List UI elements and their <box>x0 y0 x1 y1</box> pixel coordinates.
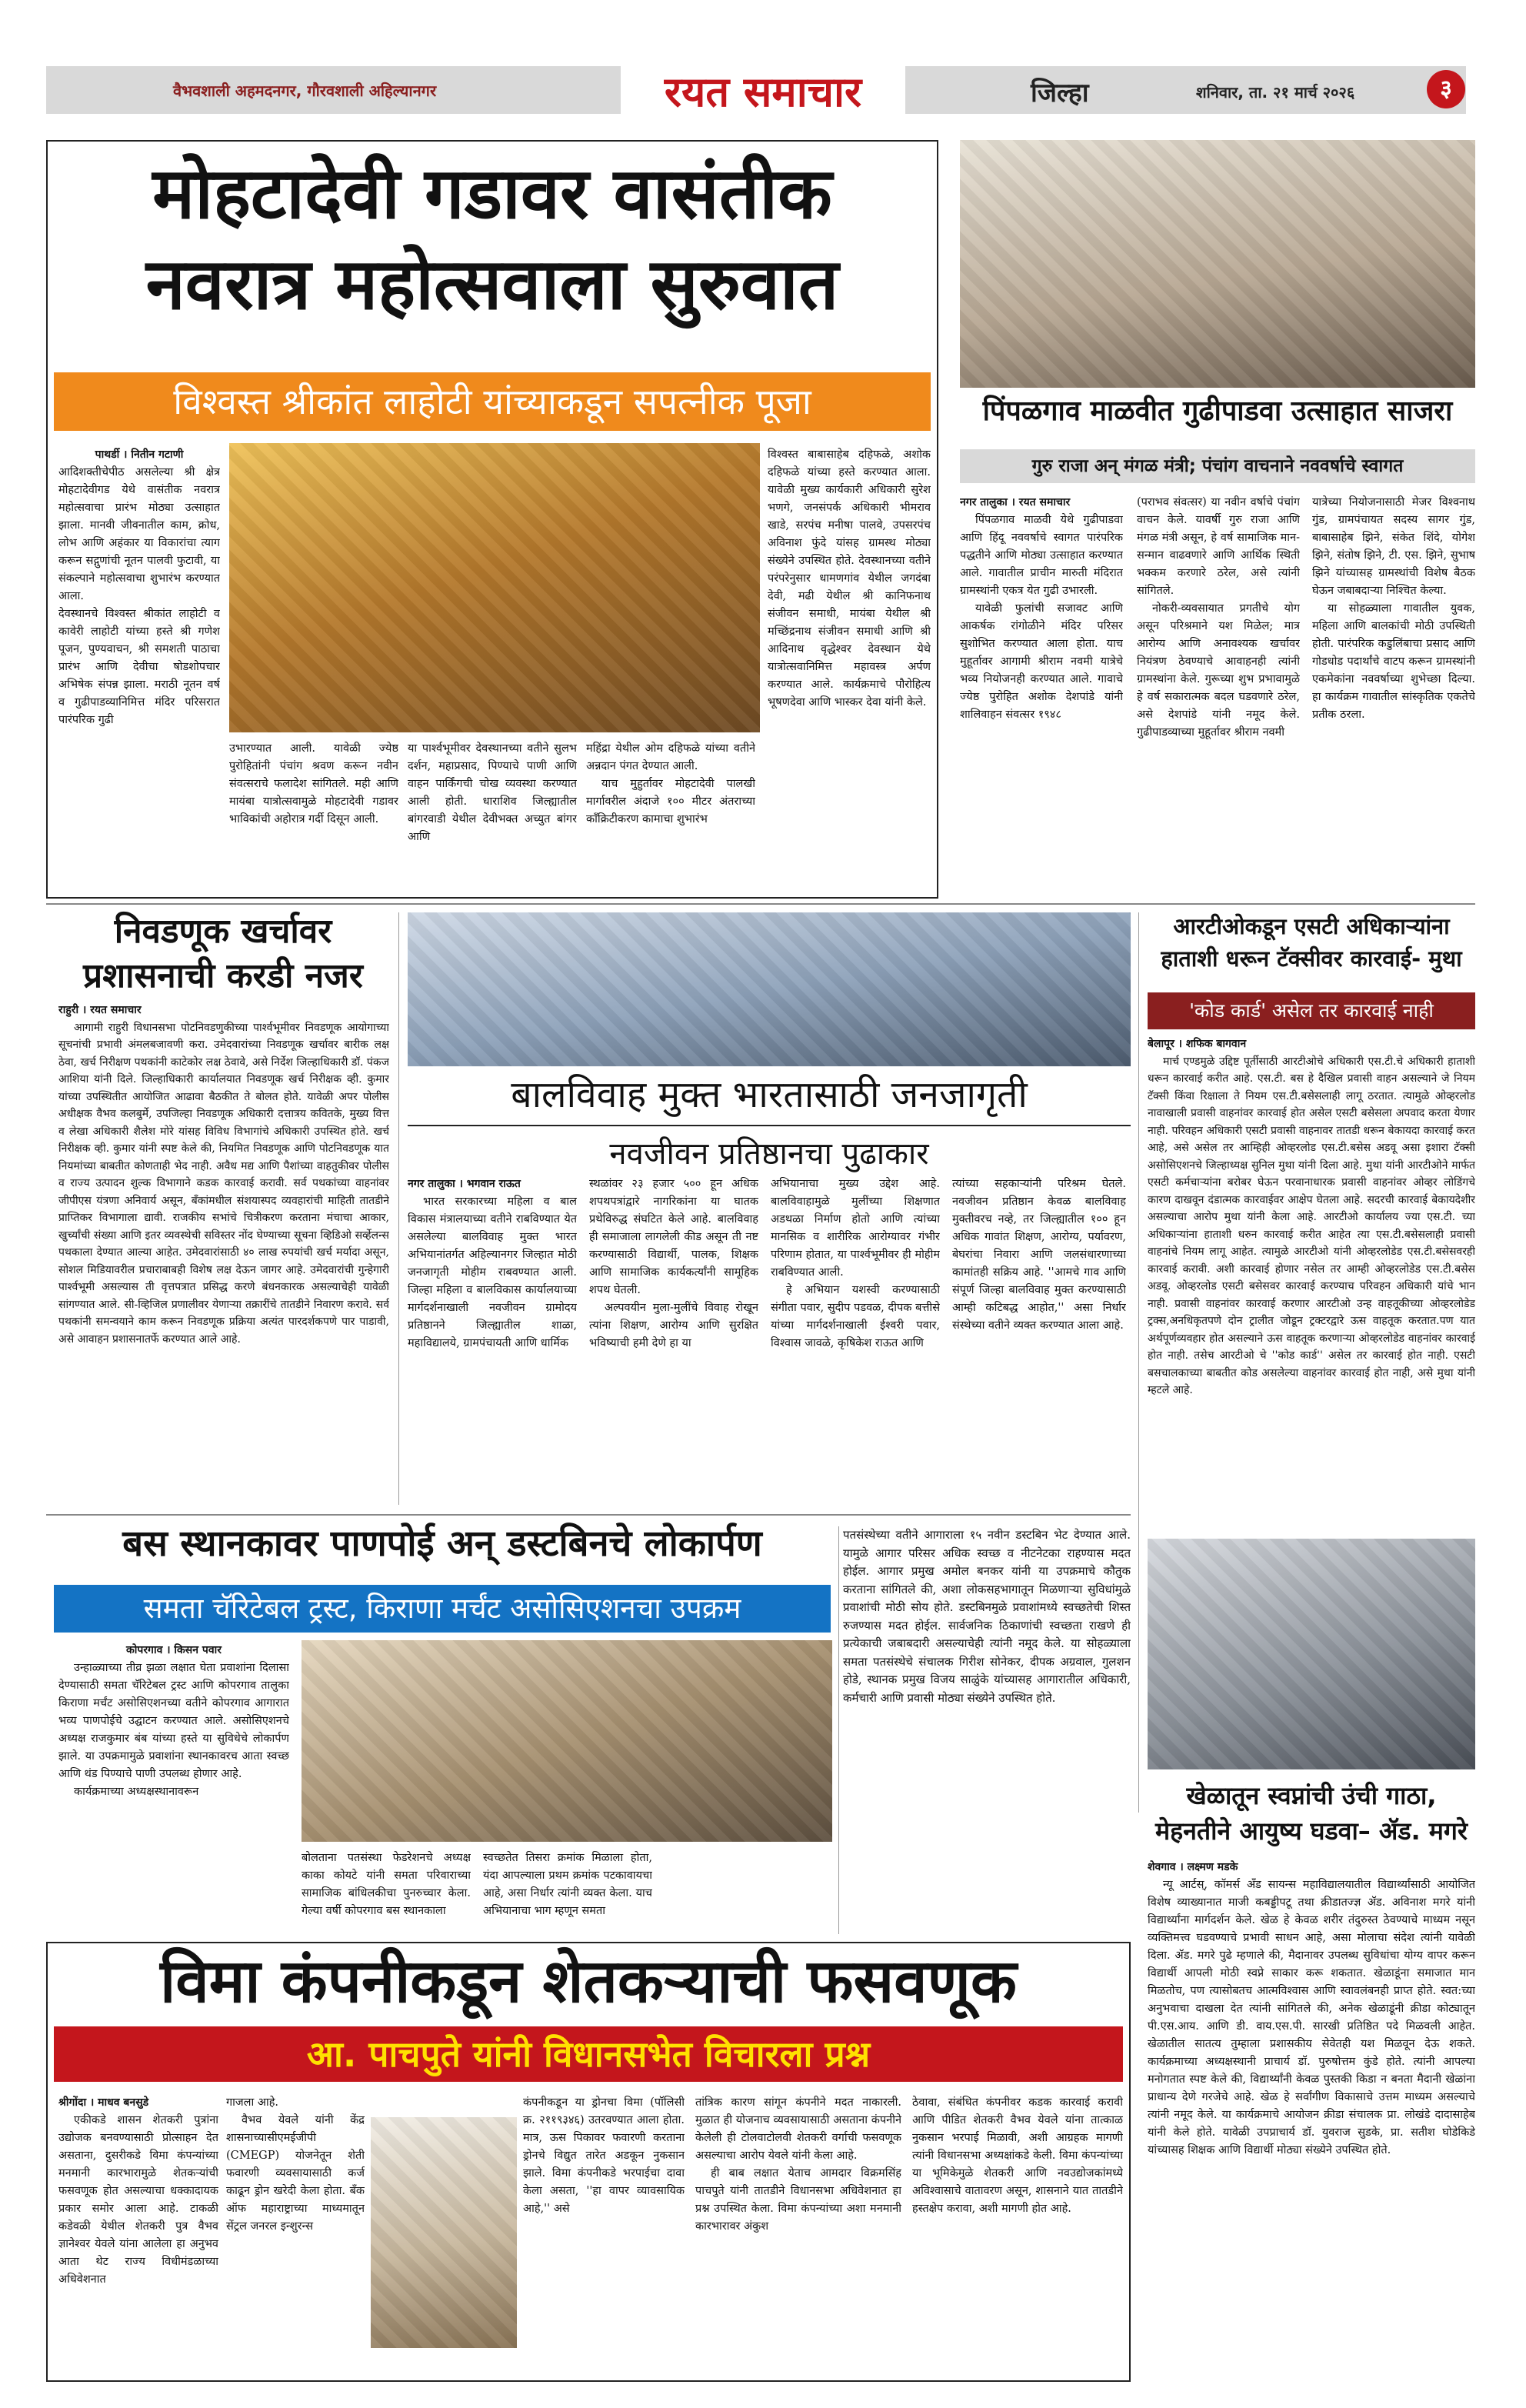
divider <box>46 903 1475 905</box>
divider <box>408 1125 1131 1126</box>
divider <box>838 1526 839 1934</box>
divider <box>398 912 399 1505</box>
story-childmarriage-headline: बालविवाह मुक्त भारतासाठी जनजागृती <box>511 1073 1028 1116</box>
byline: कोपरगाव । किसन पवार <box>126 1644 222 1656</box>
story-mohtadevi-col4 <box>586 740 755 891</box>
byline: राहुरी । रयत समाचार <box>58 1004 142 1016</box>
byline: बेलापूर । शफिक बागवान <box>1148 1038 1247 1050</box>
story-busstand-col1 <box>58 1642 289 1934</box>
busstand-photo <box>302 1640 832 1842</box>
masthead-section: जिल्हा <box>1031 78 1089 108</box>
paragraph: मार्च एण्डमुळे उद्दिष्ट पूर्तीसाठी आरटीओचे अधिकारी एस.टी.चे अधिकारी हाताशी धरून कारवाई करीत आहे. एस.टी. बस हे दैखिल प्रवासी वाहन असल्याने जे नियम टॅक्सी किंवा रिक्षाला ते नियम एस.टी.बसेसलाही लागू ठरतात. त्यामुळे ओव्हरलोड नावाखाली प्रवासी वाहनांवर कारवाई होत असेल एसटी बसेसला अपवाद करता येणार नाही. परिवहन अधिकारी एसटी प्रवासी वाहनावर तातडी धरून बेकायदा कारवाई करत आहे, असे असेल तर आम्हिही ओव्हरलोड एस.टी.बसेस अडवू असा इशारा टॅक्सी असोसिएशनचे जिल्हाध्यक्ष सुनिल मुथा यांनी दिला आहे. मुथा यांनी आरटीओने मार्फत एसटी कर्मचाऱ्यांना बरोबर घेऊन परवानाधारक प्रवासी वाहनांवर ओव्हर लोडिंगचे कारण दाखवून दंडात्मक कारवाईवर आक्षेप घेतला आहे. सदरची कारवाई बेकायदेशीर असल्याचा आरोप मुथा यांनी केला आहे. आरटीओ कार्यालय ज्या एस.टी. च्या अधिकाऱ्यांना हाताशी धरुन कारवाई करीत आहेत त्या एस.टी.बसेसलाही प्रवासी वाहनांचे नियम लागू आहेत. त्यामुळे आरटीओ यांनी ओव्हरलोडेड एस.टी.बसेसवरही कारवाई करावी. अशी कारवाई होणार नसेल तर आम्ही ओव्हरलोडेड एस.टी.बसेस अडवू. ओव्हरलोड एसटी बसेसवर कारवाई करण्याच परिवहन अधिकारी यांचे भान नाही. प्रवासी वाहनांवर कारवाई करणार आरटीओ उन्ह वाहतूकीच्या ओव्हरलोडेड ट्रक्स,अनधिकृतपणे दोन ट्रालीत जाेडून ट्रक्टरद्वारे ऊस वाहतूक करतात.पण यात अर्थपूर्णव्यवहार होत असल्याने ऊस वाहतूक करणाऱ्या ओव्हरलोडेड वाहनांवर कारवाई होत नाही. तसेच आरटीओ चे ''कोड कार्ड'' असेल तर कारवाई होत नाही. एसटी बसचालकाच्या बाबतीत कोड असलेल्या वाहनांवर कारवाई होत नाही, असे मुथा यांनी म्हटले आहे. <box>1148 1055 1475 1396</box>
divider <box>1138 912 1139 1813</box>
story-insurance-col1 <box>58 2094 218 2377</box>
paragraph: कार्यक्रमाच्या अध्यक्षस्थानावरून <box>74 1786 199 1798</box>
childmarriage-photo <box>408 912 1131 1066</box>
story-rto-body <box>1148 1036 1475 1520</box>
paragraph: आगामी राहुरी विधानसभा पोटनिवडणुकीच्या पार्श्वभूमीवर निवडणूक आयोगाच्या सूचनांची प्रभावी अंमलबजावणी करा. उमेदवारांच्या निवडणूक खर्चावर बारीक लक्ष ठेवा, खर्च निरीक्षण पथकांनी काटेकोर लक्ष ठेवावे, असे निर्देश जिल्हाधिकारी डॉ. पंकज आशिया यांनी दिले. जिल्हाधिकारी कार्यालयात निवडणूक खर्च निरीक्षक व्ही. कुमार यांच्या उपस्थितीत आयोजित आढावा बैठकीत ते बोलत होते. यावेळी अपर पोलीस अधीक्षक वैभव कलबुर्मे, उपजिल्हा निवडणूक अधिकारी दत्तात्रय कवितके, मुख्य वित्त व लेखा अधिकारी शैलेश मोरे यांसह विविध विभागांचे अधिकारी उपस्थित होते. खर्च निरीक्षक व्ही. कुमार यांनी स्पष्ट केले की, नियमित निवडणूक आणि पोटनिवडणूक यात नियमांच्या बाबतीत कोणताही भेद नाही. अवैध मद्य आणि पैशांच्या वाहतुकीवर पोलीस व राज्य उत्पादन शुल्क विभागाने कडक कारवाई करावी. सर्व पथकांच्या वाहनांवर जीपीएस यंत्रणा अनिवार्य असून, बँकांमधील संशयास्पद व्यवहारांची माहिती तातडीने प्राप्तिकर विभागाला द्यावी. राजकीय सभांचे चित्रीकरण करताना मंचाचा आकार, खुर्च्यांची संख्या आणि इतर व्यवस्थेची सविस्तर नोंद घेण्याच्या सूचना व्हिडिओ सर्व्हेलन्स पथकाला देण्यात आल्या आहेत. उमेदवारांसाठी ४० लाख रुपयांची खर्च मर्यादा असून, सोशल मिडियावरील प्रचाराबाबही विशेष लक्ष देऊन जागर आहे. उमेदवारांची गुन्हेगारी पार्श्वभूमी असल्यास ती वृत्तपत्रात प्रसिद्ध करणे बंधनकारक असल्याचेही यावेळी सांगण्यात आले. सी-व्हिजिल प्रणालीवर येणाऱ्या तक्रारींचे तातडीने निवारण करावे. सर्व पथकांनी समन्वयाने काम करून निवडणूक प्रक्रिया अत्यंत पारदर्शकपणे पार पाडावी, असे आवाहन प्रशासनातर्फे करण्यात आले आहे. <box>58 1021 389 1346</box>
story-rto-subhead: 'कोड कार्ड' असेल तर कारवाई नाही <box>1148 992 1475 1029</box>
story-insurance-headline: विमा कंपनीकडून शेतकऱ्याची फसवणूक <box>160 1947 1017 2016</box>
byline: नगर तालुका । रयत समाचार <box>960 496 1071 509</box>
story-busstand-col2: बोलताना पतसंस्था फेडरेशनचे अध्यक्ष काका कोयटे यांनी समता परिवाराच्या सामाजिक बांधिलकीचा पुनरुच्चार केला. गेल्या वर्षी कोपरगाव बस स्थानकाला <box>302 1852 471 1917</box>
byline: श्रीगोंदा । माधव बनसुडे <box>58 2096 149 2109</box>
story-mohtadevi-col3: या पार्श्वभूमीवर देवस्थानच्या वतीने सुलभ दर्शन, महाप्रसाद, पिण्याचे पाणी आणि वाहन पार्किंगची चोख व्यवस्था करण्यात आली होती. धाराशिव जिल्ह्यातील बांगरवाडी येथील देवीभक्त अच्युत बांगर आणि <box>408 742 577 843</box>
story-rto-headline-1: आरटीओकडून एसटी अधिकाऱ्यांना <box>1173 913 1450 939</box>
story-mohtadevi-col2: उभारण्यात आली. यावेळी ज्येष्ठ पुरोहितांनी पंचांग श्रवण करून नवीन संवत्सराचे फलादेश सांगितले. मही आणि मायंबा यात्रोत्सवामुळे मोहटादेवी गडावर भाविकांची अहोरात्र गर्दी दिसून आली. <box>229 742 398 825</box>
story-rto-headline-2: हाताशी धरून टॅक्सीवर कारवाई- मुथा <box>1161 946 1462 972</box>
story-gudipadwa-col1 <box>960 494 1123 894</box>
story-mohtadevi-headline-2: नवरात्र महोत्सवाला सुरुवात <box>145 243 839 325</box>
story-election-headline-2: प्रशासनाची करडी नजर <box>83 956 363 996</box>
divider <box>46 1514 1131 1516</box>
sports-lecture-photo <box>1148 1539 1475 1769</box>
masthead-slogan: वैभवशाली अहमदनगर, गौरवशाली अहिल्यानगर <box>173 82 437 100</box>
paragraph: यात्रेच्या नियोजनासाठी मेजर विश्वनाथ गुंड, ग्रामपंचायत सदस्य सागर गुंड, बाबासाहेब झिने, संकेत शिंदे, योगेश झिने, संतोष झिने, टी. एस. झिने, सुभाष झिने यांच्यासह ग्रामस्थांची विशेष बैठक घेऊन जबाबदाऱ्या निश्चित केल्या. <box>1312 496 1475 597</box>
story-mohtadevi-subhead: विश्वस्त श्रीकांत लाहोटी यांच्याकडून सपत्नीक पूजा <box>54 372 931 431</box>
story-gudipadwa-subhead: गुरु राजा अन् मंगळ मंत्री; पंचांग वाचनाने नववर्षाचे स्वागत <box>960 449 1475 483</box>
goddess-photo <box>229 443 760 732</box>
story-childmarriage-col2 <box>589 1176 758 1508</box>
story-busstand-subhead: समता चॅरिटेबल ट्रस्ट, किराणा मर्चंट असोसिएशनचा उपक्रम <box>54 1585 831 1633</box>
story-sports-headline-1: खेळातून स्वप्नांची उंची गाठा, <box>1186 1781 1437 1810</box>
paragraph: आदिशक्तीचेपीठ असलेल्या श्री क्षेत्र मोहटादेवीगड येथे वासंतीक नवरात्र महोत्सवाचा प्रारंभ मोठ्या उत्साहात झाला. मानवी जीवनातील काम, क्रोध, लोभ आणि अहंकार या विकारांचा त्याग करून सद्गुणांची नूतन पालवी फुटावी, या संकल्पाने महोत्सवाचा शुभारंभ करण्यात आला. <box>58 466 220 602</box>
paragraph: उन्हाळ्याच्या तीव्र झळा लक्षात घेता प्रवाशांना दिलासा देण्यासाठी समता चॅरिटेबल ट्रस्ट आणि कोपरगाव तालुका किराणा मर्चंट असोसिएशनच्या वतीने कोपरगाव आगारात भव्य पाणपोईचे उद्घाटन करण्यात आले. असोसिएशनचे अध्यक्ष राजकुमार बंब यांच्या हस्ते या सुविधेचे लोकार्पण झाले. या उपक्रमामुळे प्रवाशांना स्थानकावरच आता स्वच्छ आणि थंड पिण्याचे पाणी उपलब्ध होणार आहे. <box>58 1662 289 1780</box>
story-gudipadwa-caption: पिंपळगाव माळवीत गुढीपाडवा उत्साहात साजरा <box>982 395 1453 427</box>
gudipadwa-photo <box>960 140 1475 388</box>
paragraph: अल्पवयीन मुला-मुलींचे विवाह रोखून त्यांना शिक्षण, आरोग्य आणि सुरक्षित भविष्याची हमी देणे हा या <box>589 1302 758 1349</box>
paragraph: अभियानाचा मुख्य उद्देश आहे. बालविवाहामुळे मुलींच्या शिक्षणात अडथळा निर्माण होतो आणि त्यांच्या मानसिक व शारीरिक आरोग्यावर गंभीर परिणाम होतात, या पार्श्वभूमीवर ही मोहीम राबविण्यात आली. <box>771 1178 940 1279</box>
paragraph: या सोहळ्याला गावातील युवक, महिला आणि बालकांची मोठी उपस्थिती होती. पारंपरिक कडुलिंबाचा प्रसाद आणि गोडधोड पदार्थांचे वाटप करून ग्रामस्थांनी एकमेकांना नववर्षाच्या शुभेच्छा दिल्या. हा कार्यक्रम गावातील सांस्कृतिक एकतेचे प्रतीक ठरला. <box>1312 602 1475 721</box>
paragraph: (पराभव संवत्सर) या नवीन वर्षाचे पंचांग वाचन केले. यावर्षी गुरु राजा आणि मंगळ मंत्री असून, हे वर्ष सामाजिक मान-सन्मान वाढवणारे आणि आर्थिक स्थिती भक्कम करणारे ठरेल, असे त्यांनी सांगितले. <box>1137 496 1300 597</box>
story-mohtadevi-headline-1: मोहटादेवी गडावर वासंतीक <box>152 152 832 235</box>
paragraph: देवस्थानचे विश्वस्त श्रीकांत लाहोटी व कावेरी लाहोटी यांच्या हस्ते श्री गणेश पूजन, पुण्यवाचन, श्री समशती पाठाचा प्रारंभ आणि देवीचा षोडशोपचार अभिषेक संपन्न झाला. मराठी नूतन वर्ष व गुढीपाडव्यानिमित्त मंदिर परिसरात पारंपरिक गुढी <box>58 608 220 726</box>
paragraph: न्यू आर्टस्, कॉमर्स अँड सायन्स महाविद्यालयातील विद्यार्थ्यांसाठी आयोजित विशेष व्याख्यानात माजी कबड्डीपटू तथा क्रीडातज्ज्ञ ॲड. अविनाश मगरे यांनी विद्यार्थ्यांना मार्गदर्शन केले. खेळ हे केवळ शरीर तंदुरुस्त ठेवण्याचे माध्यम नसून व्यक्तिमत्त्व घडवण्याचे प्रभावी साधन आहे, असा मोलाचा संदेश त्यांनी यावेळी दिला. ॲड. मगरे पुढे म्हणाले की, मैदानावर उपलब्ध सुविधांचा योग्य वापर करून विद्यार्थी आपली मोठी स्वप्ने साकार करू शकतात. खेळाडूंना समाजात मान मिळतोच, पण त्यासोबतच आत्मविश्वास आणि स्वावलंबनही प्राप्त होते. स्वत:च्या अनुभवाचा दाखला देत त्यांनी सांगितले की, अनेक खेळाडूंनी क्रीडा कोट्यातून पी.एस.आय. आणि डी. वाय.एस.पी. सारखी प्रतिष्ठित पदे मिळवली आहेत. खेळातील सातत्य तुम्हाला प्रशासकीय सेवेतही यश मिळवून देऊ शकते. कार्यक्रमाच्या अध्यक्षस्थानी प्राचार्य डॉ. पुरुषोत्तम कुंडे होते. त्यांनी आपल्या मनोगतात स्पष्ट केले की, विद्यार्थ्यांनी केवळ पुस्तकी किडा न बनता मैदानी खेळांना प्राधान्य देणे गरजेचे आहे. खेळ हे सर्वांगीण विकासाचे उत्तम माध्यम असल्याचे त्यांनी नमूद केले. या कार्यक्रमाचे आयोजन क्रीडा संचालक प्रा. लोखंडे दादासाहेब यांनी केले होते. यावेळी उपप्राचार्य डॉ. युवराज सुडके, प्रा. सतीश घोडेकिडे यांच्यासह शिक्षक आणि विद्यार्थी मोठ्या संख्येने उपस्थित होते. <box>1148 1879 1475 2156</box>
byline: पाथर्डी । नितीन गटाणी <box>95 449 184 461</box>
paragraph: स्थळांवर २३ हजार ५०० हून अधिक शपथपत्रांद्वारे नागरिकांना या घातक प्रथेविरुद्ध संघटित केले आहे. बालविवाह ही समाजाला लागलेली कीड असून ती नष्ट करण्यासाठी विद्यार्थी, पालक, शिक्षक आणि सामाजिक कार्यकर्त्यांनी सामूहिक शपथ घेतली. <box>589 1178 758 1296</box>
story-mohtadevi-col1 <box>58 446 220 892</box>
masthead-date: शनिवार, ता. २१ मार्च २०२६ <box>1196 83 1355 102</box>
story-insurance-subhead: आ. पाचपुते यांनी विधानसभेत विचारला प्रश्न <box>54 2026 1123 2082</box>
story-election-body <box>58 1002 389 1509</box>
story-childmarriage-col4: त्यांच्या सहकाऱ्यांनी परिश्रम घेतले. नवजीवन प्रतिष्ठान केवळ बालविवाह मुक्तीवरच नव्हे, तर जिल्ह्यातील १०० हून अधिक गावांत शिक्षण, आरोग्य, पर्यावरण, बेघरांचा निवारा आणि जलसंधारणाच्या कामांतही सक्रिय आहे. ''आमचे गाव आणि संपूर्ण जिल्हा बालविवाह मुक्त करण्यासाठी आम्ही कटिबद्ध आहोत,'' असा निर्धार संस्थेच्या वतीने व्यक्त करण्यात आला आहे. <box>952 1178 1126 1332</box>
paragraph: एकीकडे शासन शेतकरी पुत्रांना उद्योजक बनवण्यासाठी प्रोत्साहन देत असताना, दुसरीकडे विमा कंपन्यांच्या मनमानी कारभारामुळे शेतकऱ्यांची फसवणूक होत असल्याचा धक्कादायक प्रकार समोर आला आहे. टाकळी कडेवळी येथील शेतकरी पुत्र वैभव ज्ञानेश्वर येवले यांना आलेला हा अनुभव आता थेट राज्य विधीमंडळाच्या अधिवेशनात <box>58 2114 218 2286</box>
byline: शेवगाव । लक्ष्मण मडके <box>1148 1861 1238 1873</box>
paragraph: हे अभियान यशस्वी करण्यासाठी संगीता पवार, सुदीप पडवळ, दीपक बत्तीसे यांच्या मार्गदर्शनाखाली ईश्वरी पवार, विश्वास जावळे, कृषिकेश राऊत आणि <box>771 1284 940 1349</box>
story-insurance-col4 <box>695 2094 901 2377</box>
paragraph: भारत सरकारच्या महिला व बाल विकास मंत्रालयाच्या वतीने राबविण्यात येत असलेल्या बालविवाह मुक्त भारत अभियानांतर्गत अहिल्यानगर जिल्हात मोठी जनजागृती मोहीम राबवण्यात आली. जिल्हा महिला व बालविकास कार्यालयाच्या मार्गदर्शनाखाली नवजीवन ग्रामोदय प्रतिष्ठानने जिल्ह्यातील शाळा, महाविद्यालये, ग्रामपंचायती आणि धार्मिक <box>408 1196 577 1349</box>
story-busstand-headline: बस स्थानकावर पाणपोई अन् डस्टबिनचे लोकार्पण <box>122 1523 762 1565</box>
paragraph: नोकरी-व्यवसायात प्रगतीचे योग असून परिश्रमाने यश मिळेल; मात्र आरोग्य आणि अनावश्यक खर्चावर नियंत्रण ठेवण्याचे आवाहनही त्यांनी ग्रामस्थांना केले. गुरूच्या शुभ प्रभावामुळे हे वर्ष सकारात्मक बदल घडवणारे ठरेल, असे देशपांडे यांनी नमूद केले. गुढीपाडव्याच्या मुहूर्तावर श्रीराम नवमी <box>1137 602 1300 739</box>
paragraph: ही बाब लक्षात येताच आमदार विक्रमसिंह पाचपुते यांनी तातडीने विधानसभा अधिवेशनात हा प्रश्न उपस्थित केला. विमा कंपन्यांच्या अशा मनमानी कारभारावर अंकुश <box>695 2167 901 2233</box>
mla-portrait-photo <box>371 2117 517 2348</box>
story-childmarriage-subhead: नवजीवन प्रतिष्ठानचा पुढाकार <box>609 1136 929 1172</box>
paragraph: पिंपळगाव माळवी येथे गुढीपाडवा आणि हिंदू नववर्षाचे स्वागत पारंपरिक पद्धतीने आणि मोठ्या उत्साहात करण्यात आले. गावातील प्राचीन मारुती मंदिरात ग्रामस्थांनी एकत्र येत गुढी उभारली. <box>960 514 1123 597</box>
paragraph: तांत्रिक कारण सांगून कंपनीने मदत नाकारली. मुळात ही योजनाच व्यवसायासाठी असताना कंपनीने केलेली ही टोलवाटोलवी शेतकरी वर्गाची फसवणूक असल्याचा आरोप येवले यांनी केला आहे. <box>695 2096 901 2162</box>
story-sports-body <box>1148 1859 1475 2382</box>
story-busstand-col3: स्वच्छतेत तिसरा क्रमांक मिळाला होता, यंदा आपल्याला प्रथम क्रमांक पटकावायचा आहे, असा निर्धार त्यांनी व्यक्त केला. याच अभियानाचा भाग म्हणून समता <box>483 1852 652 1917</box>
story-childmarriage-col3 <box>771 1176 940 1508</box>
paragraph: गाजला आहे. <box>226 2096 279 2109</box>
story-sports-headline-2: मेहनतीने आयुष्य घडवा– ॲड. मगरे <box>1155 1816 1468 1846</box>
story-insurance-col5: ठेवावा, संबंधित कंपनीवर कडक कारवाई करावी आणि पीडित शेतकरी वैभव येवले यांना तात्काळ नुकसान भरपाई मिळावी, अशी आग्रहक मागणी त्यांनी विधानसभा अध्यक्षांकडे केली. विमा कंपन्यांच्या या भूमिकेमुळे शेतकरी आणि नवउद्योजकांमध्ये अविश्वासाचे वातावरण असून, शासनाने यात तातडीने हस्तक्षेप करावा, अशी मागणी होत आहे. <box>912 2096 1123 2215</box>
story-election-headline-1: निवडणूक खर्चावर <box>114 912 332 951</box>
paragraph: यावेळी फुलांची सजावट आणि आकर्षक रांगोळीने मंदिर परिसर सुशोभित करण्यात आला होता. याच मुहूर्तावर आगामी श्रीराम नवमी यात्रेचे भव्य नियोजनही करण्यात आले. गावाचे ज्येष्ठ पुरोहित अशोक देशपांडे यांनी शालिवाहन संवत्सर १९४८ <box>960 602 1123 721</box>
story-busstand-col4: पतसंस्थेच्या वतीने आगाराला १५ नवीन डस्टबिन भेट देण्यात आले. यामुळे आगार परिसर अधिक स्वच्छ व नीटनेटका राहण्यास मदत होईल. आगार प्रमुख अमोल बनकर यांनी या उपक्रमाचे कौतुक करताना सांगितले की, अशा लोकसहभागातून मिळणाऱ्या सुविधांमुळे प्रवाशांची मोठी सोय होते. डस्टबिनमुळे प्रवाशांमध्ये स्वच्छतेची शिस्त रुजण्यास मदत होईल. सार्वजनिक ठिकाणांची स्वच्छता राखणे ही प्रत्येकाची जबाबदारी असल्याचेही त्यांनी नमूद केले. या सोहळ्याला समता पतसंस्थेचे संचालक गिरीश सोनेकर, दीपक अग्रवाल, गुलशन होडे, स्थानक प्रमुख विजय साळुंके यांच्यासह आगारातील अधिकारी, कर्मचारी आणि प्रवासी मोठ्या संख्येने उपस्थित होते. <box>843 1528 1131 1705</box>
story-insurance-col2 <box>226 2094 365 2377</box>
story-gudipadwa-col2 <box>1137 494 1300 894</box>
paragraph: वैभव येवले यांनी केंद्र शासनाच्यासीएमईजीपी (CMEGP) योजनेतून शेती फवारणी व्यवसायासाठी कर्ज काढून ड्रोन खरेदी केला होता. बँक ऑफ महाराष्ट्राच्या माध्यमातून सेंट्रल जनरल इन्शुरन्स <box>226 2114 365 2233</box>
story-childmarriage-col1 <box>408 1176 577 1508</box>
paragraph: याच मुहुर्तावर मोहटादेवी पालखी मार्गावरील अंदाजे १०० मीटर अंतराच्या काँक्रिटीकरण कामाचा शुभारंभ <box>586 778 755 825</box>
story-insurance-col3: कंपनीकडून या ड्रोनचा विमा (पॉलिसी क्र. २११९३४६) उतरवण्यात आला होता. मात्र, ऊस पिकावर फवारणी करताना ड्रोनचे विद्युत तारेत अडकून नुकसान झाले. विमा कंपनीकडे भरपाईचा दावा केला असता, ''हा वापर व्यावसायिक आहे,'' असे <box>523 2096 685 2215</box>
paragraph: महिंद्रा येथील ओम दहिफळे यांच्या वतीने अन्नदान पंगत देण्यात आली. <box>586 742 755 772</box>
story-mohtadevi-col5: विश्वस्त बाबासाहेब दहिफळे, अशोक दहिफळे यांच्या हस्ते करण्यात आला. यावेळी मुख्य कार्यकारी अधिकारी सुरेश भणगे, जनसंपर्क अधिकारी भीमराव खाडे, सरपंच मनीषा पालवे, उपसरपंच अविनाश फुंदे यांसह ग्रामस्थ मोठ्या संख्येने उपस्थित होते. देवस्थानच्या वतीने परंपरेनुसार धामणगांव येथील जगदंबा देवी, मढी येथील श्री कानिफनाथ संजीवन समाधी, मायंबा येथील श्री मच्छिंद्रनाथ संजीवन समाधी आणि श्री आदिनाथ वृद्धेश्वर देवस्थान येथे यात्रोत्सवानिमित्त महावस्त्र अर्पण करण्यात आले. कार्यक्रमाचे पौरोहित्य भूषणदेवा आणि भास्कर देवा यांनी केले. <box>768 449 931 709</box>
page-number: ३ <box>1427 70 1465 108</box>
byline: नगर तालुका । भगवान राऊत <box>408 1178 521 1190</box>
masthead-title: रयत समाचार <box>664 67 862 116</box>
story-gudipadwa-col3 <box>1312 494 1475 894</box>
